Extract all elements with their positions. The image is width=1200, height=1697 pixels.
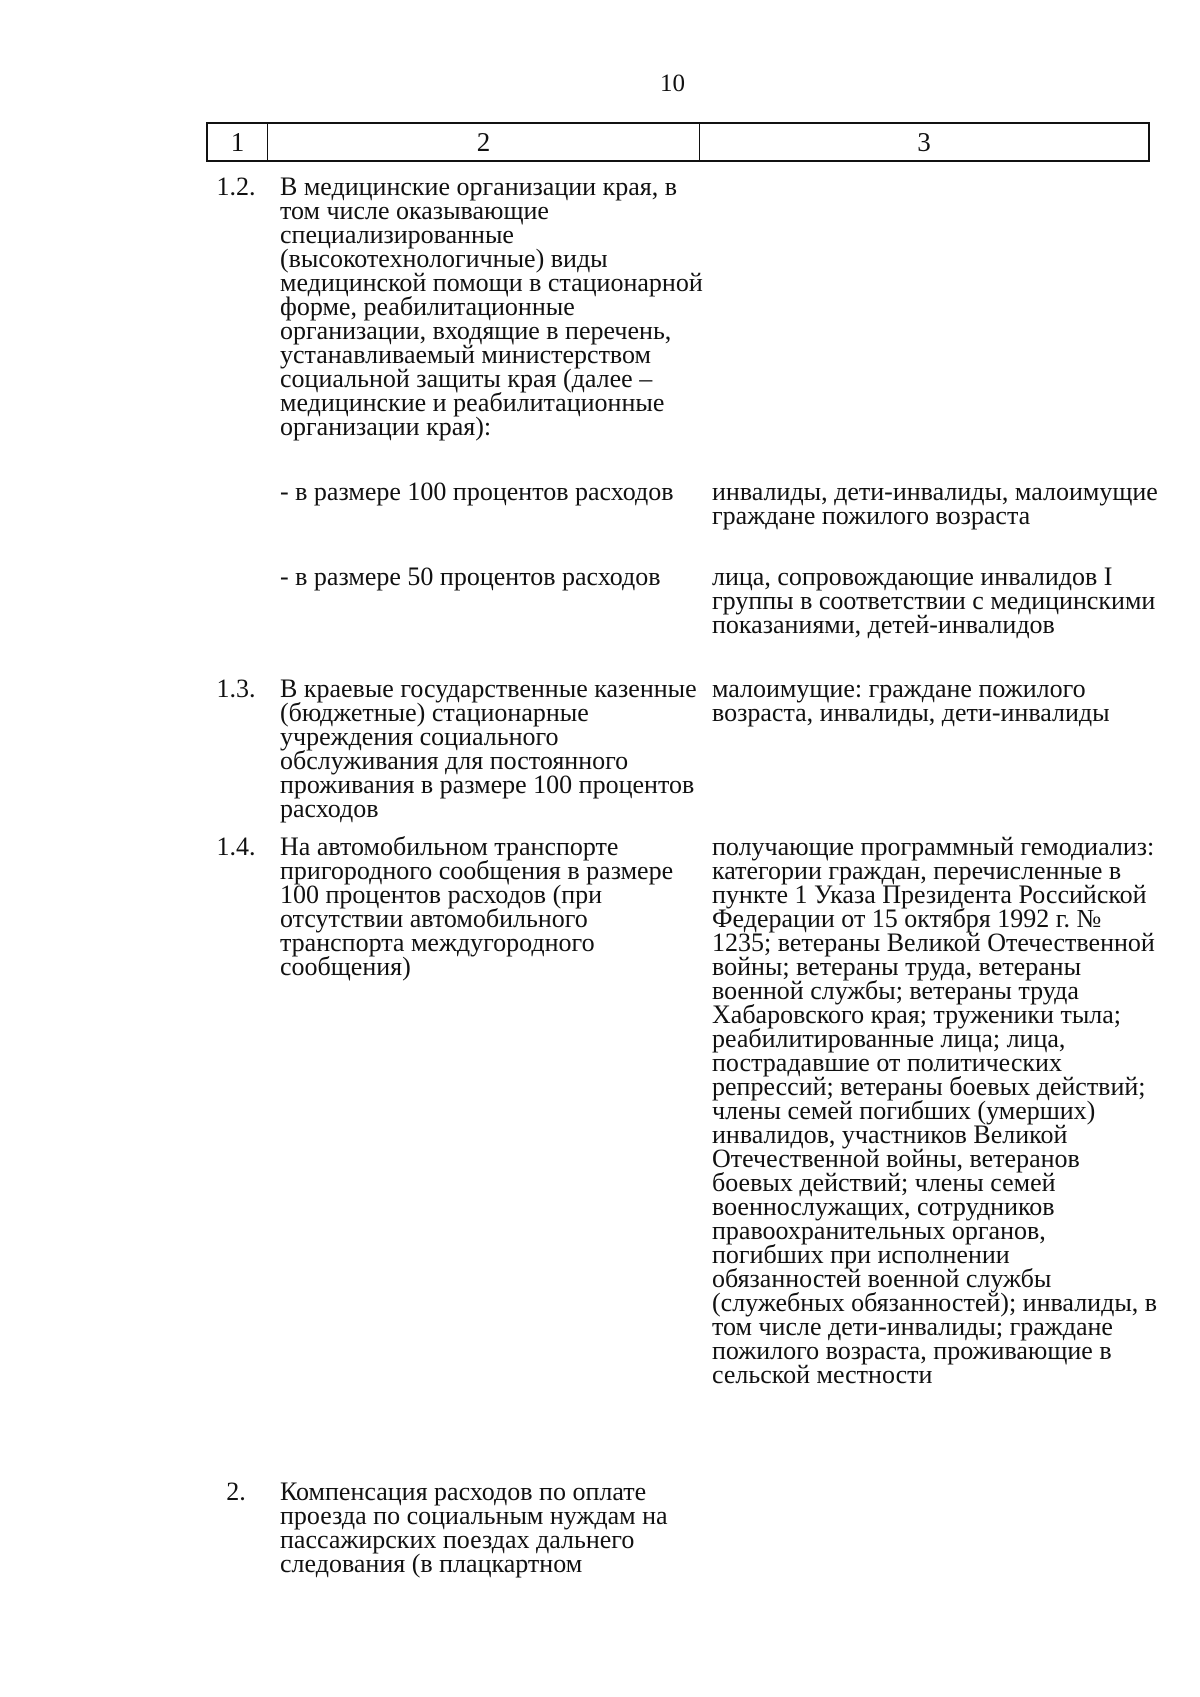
header-col-2: 2 — [268, 124, 700, 160]
row-1-4-description: На автомобильном транспорте пригородного сообщения в размере 100 процентов расходов (при отсутствии автомобильного транспорта междугородного сообщения) — [280, 832, 674, 981]
row-number-1-3: 1.3. — [216, 674, 256, 703]
row-1-2-sub-50: - в размере 50 процентов расходов — [280, 562, 661, 591]
row-1-2-sub-50-recipients: лица, сопровождающие инвалидов I группы в соответствии с медицинскими показаниями, детей-инвалидов — [712, 562, 1156, 639]
page-number: 10 — [660, 70, 685, 97]
table-header — [206, 122, 1150, 162]
header-col-1: 1 — [208, 124, 268, 160]
header-col-3: 3 — [917, 127, 931, 157]
row-1-2-sub-100: - в размере 100 процентов расходов — [280, 477, 674, 506]
row-1-2-description: В медицинские организации края, в том числе оказывающие специализированные (высокотехнологичные) виды медицинской помощи в стационарной форме, реабилитационные организации, входящие в перечень, устанавливаемый министерством социальной защиты края (далее – медицинские и реабилитационные организации края): — [280, 172, 703, 441]
row-number-2: 2. — [226, 1477, 246, 1506]
row-1-2-sub-100-recipients: инвалиды, дети-инвалиды, малоимущие граждане пожилого возраста — [712, 477, 1158, 530]
row-2-description: Компенсация расходов по оплате проезда по социальным нуждам на пассажирских поездах дальнего следования (в плацкартном — [280, 1477, 668, 1578]
row-number-1-4: 1.4. — [216, 832, 256, 861]
row-1-3-description: В краевые государственные казенные (бюджетные) стационарные учреждения социального обслуживания для постоянного проживания в размере 100 процентов расходов — [280, 674, 697, 823]
row-1-4-recipients: получающие программный гемодиализ: категории граждан, перечисленные в пункте 1 Указа Президента Российской Федерации от 15 октября 1992 г. № 1235; ветераны Великой Отечественной войны; ветераны труда, ветераны военной службы; ветераны труда Хабаровского края; труженики тыла; реабилитированные лица; лица, пострадавшие от политических репрессий; ветераны боевых действий; члены семей погибших (умерших) инвалидов, участников Великой Отечественной войны, ветеранов боевых действий; члены семей военнослужащих, сотрудников правоохранительных органов, погибших при исполнении обязанностей военной службы (служебных обязанностей); инвалиды, в том числе дети-инвалиды; граждане пожилого возраста, проживающие в сельской местности — [712, 832, 1158, 1389]
row-number-1-2: 1.2. — [216, 172, 256, 201]
row-1-3-recipients: малоимущие: граждане пожилого возраста, инвалиды, дети-инвалиды — [712, 674, 1110, 727]
